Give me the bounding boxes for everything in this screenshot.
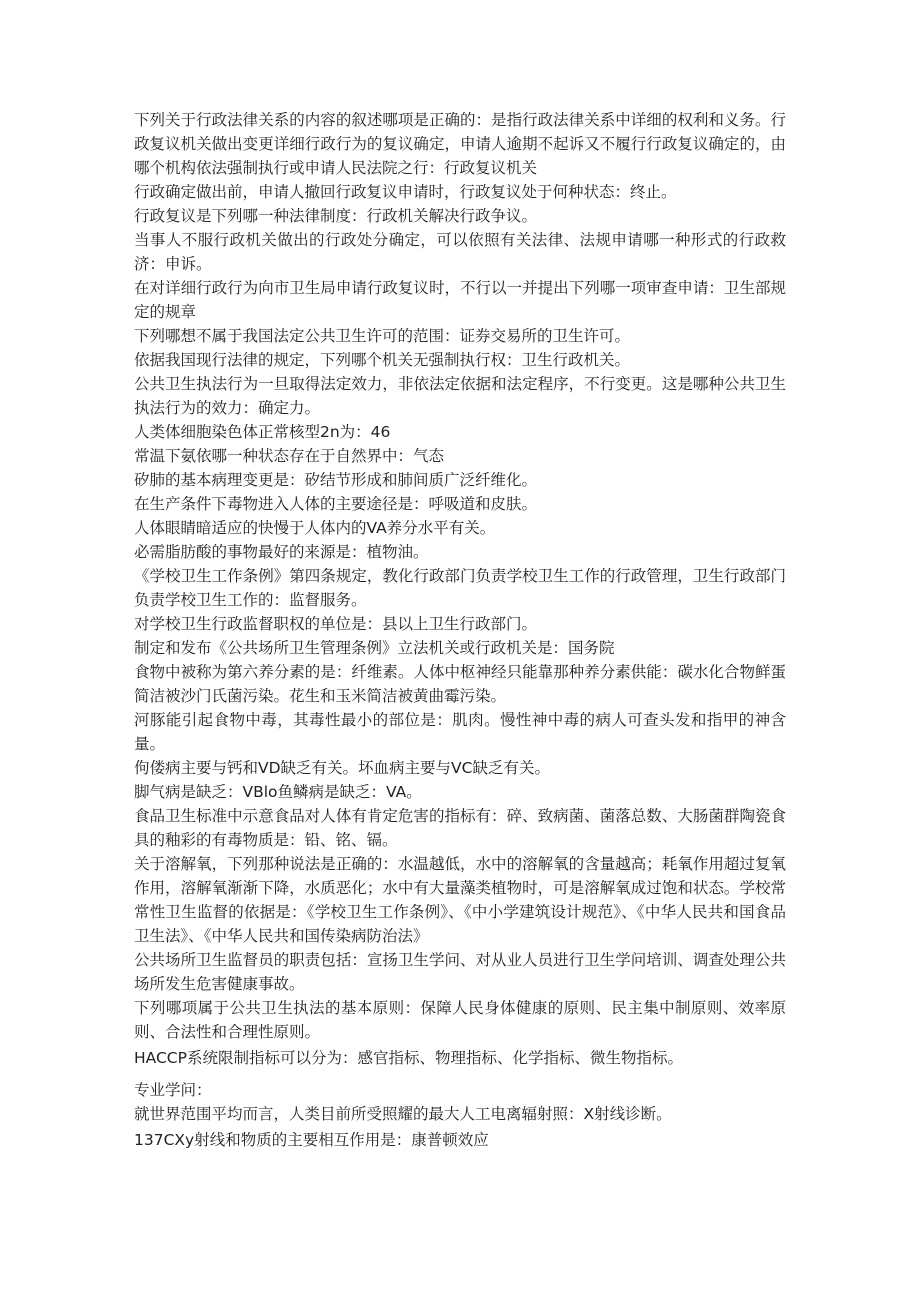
paragraph-26: HACCP系统限制指标可以分为：感官指标、物理指标、化学指标、微生物指标。: [134, 1049, 683, 1067]
paragraph-1: 下列关于行政法律关系的内容的叙述哪项是正确的：是指行政法律关系中详细的权利和义务。行政复议机关做出变更详细行政行为的复议确定，申请人逾期不起诉又不履行行政复议确定的，由哪个机构依法强制执行或申请人民法院之行：行政复议机关: [134, 111, 786, 177]
paragraph-7: 依据我国现行法律的规定，下列哪个机关无强制执行权：卫生行政机关。: [134, 351, 631, 369]
paragraph-27: 就世界范围平均而言，人类目前所受照耀的最大人工电离辐射照：X射线诊断。: [134, 1105, 672, 1123]
paragraph-22: 食品卫生标准中示意食品对人体有肯定危害的指标有：碎、致病菌、菌落总数、大肠菌群陶瓷食具的釉彩的有毒物质是：铅、铭、镉。: [134, 807, 786, 849]
paragraph-10: 常温下氨依哪一种状态存在于自然界中：气态: [134, 447, 445, 465]
section-heading: 专业学问：: [134, 1081, 212, 1099]
paragraph-9: 人类体细胞染色体正常核型2n为：46: [134, 423, 391, 441]
paragraph-15: 《学校卫生工作条例》第四条规定，教化行政部门负责学校卫生工作的行政管理，卫生行政部门负责学校卫生工作的：监督服务。: [134, 567, 786, 609]
paragraph-5: 在对详细行政行为向市卫生局申请行政复议时，不行以一并提出下列哪一项审查申请：卫生部规定的规章: [134, 279, 786, 321]
paragraph-21: 脚气病是缺乏：VBlo鱼鳞病是缺乏：VA。: [134, 783, 422, 801]
paragraph-17: 制定和发布《公共场所卫生管理条例》立法机关或行政机关是：国务院: [134, 639, 615, 657]
paragraph-19: 河豚能引起食物中毒，其毒性最小的部位是：肌肉。慢性神中毒的病人可查头发和指甲的神含量。: [134, 711, 786, 753]
paragraph-24: 公共场所卫生监督员的职责包括：宣扬卫生学问、对从业人员进行卫生学问培训、调查处理公共场所发生危害健康事故。: [134, 951, 786, 993]
paragraph-28: 137CXy射线和物质的主要相互作用是：康普顿效应: [134, 1131, 489, 1149]
paragraph-4: 当事人不服行政机关做出的行政处分确定，可以依照有关法律、法规申请哪一种形式的行政救济：申诉。: [134, 231, 786, 273]
paragraph-23: 关于溶解氧，下列那种说法是正确的：水温越低，水中的溶解氧的含量越高；耗氧作用超过复氧作用，溶解氧渐渐下降，水质恶化；水中有大量藻类植物时，可是溶解氧成过饱和状态。学校常常性卫生监督的依据是：《学校卫生工作条例》、《中小学建筑设计规范》、《中华人民共和国食品卫生法》、《中华人民共和国传染病防治法》: [134, 855, 786, 945]
paragraph-18: 食物中被称为第六养分素的是：纤维素。人体中枢神经只能靠那种养分素供能：碳水化合物鲜蛋简洁被沙门氏菌污染。花生和玉米简洁被黄曲霉污染。: [134, 663, 786, 705]
paragraph-25: 下列哪项属于公共卫生执法的基本原则：保障人民身体健康的原则、民主集中制原则、效率原则、合法性和合理性原则。: [134, 999, 786, 1041]
paragraph-11: 矽肺的基本病理变更是：矽结节形成和肺间质广泛纤维化。: [134, 471, 538, 489]
paragraph-3: 行政复议是下列哪一种法律制度：行政机关解决行政争议。: [134, 207, 538, 225]
paragraph-6: 下列哪想不属于我国法定公共卫生许可的范围：证券交易所的卫生许可。: [134, 327, 631, 345]
paragraph-20: 佝偻病主要与钙和VD缺乏有关。坏血病主要与VC缺乏有关。: [134, 759, 550, 777]
paragraph-16: 对学校卫生行政监督职权的单位是：县以上卫生行政部门。: [134, 615, 538, 633]
paragraph-8: 公共卫生执法行为一旦取得法定效力，非依法定依据和法定程序，不行变更。这是哪种公共卫生执法行为的效力：确定力。: [134, 375, 786, 417]
document-body: [134, 108, 786, 1152]
paragraph-14: 必需脂肪酸的事物最好的来源是：植物油。: [134, 543, 429, 561]
paragraph-2: 行政确定做出前，申请人撤回行政复议申请时，行政复议处于何种状态：终止。: [134, 183, 677, 201]
paragraph-12: 在生产条件下毒物进入人体的主要途径是：呼吸道和皮肤。: [134, 495, 538, 513]
paragraph-13: 人体眼睛暗适应的快慢于人体内的VA养分水平有关。: [134, 519, 496, 537]
